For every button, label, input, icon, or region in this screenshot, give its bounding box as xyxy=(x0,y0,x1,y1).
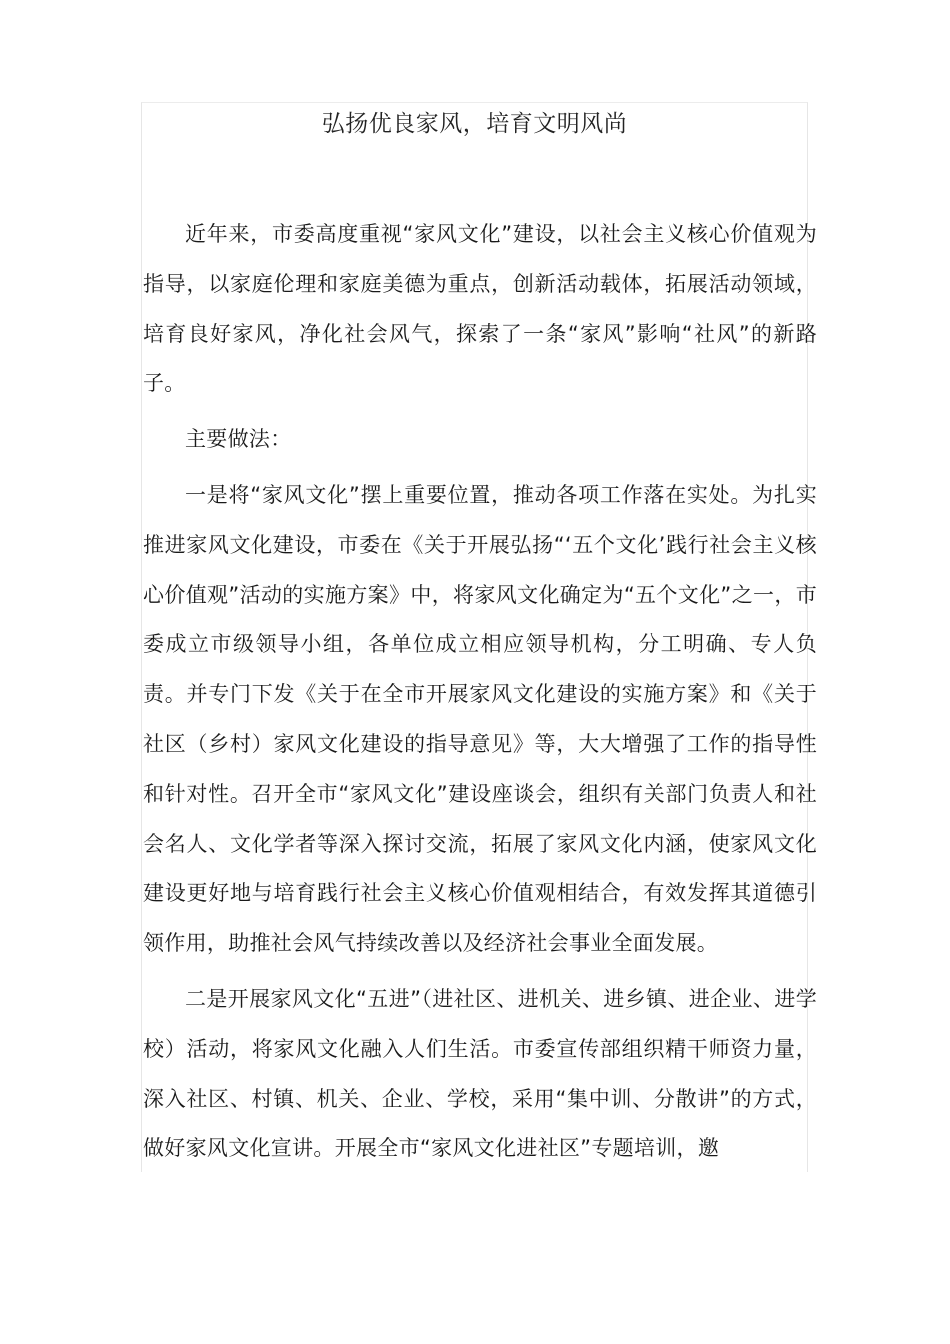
document-title: 弘扬优良家风，培育文明风尚 xyxy=(321,111,628,137)
paragraph-main-methods-heading: 主要做法： xyxy=(185,427,292,452)
paragraph-intro: 近年来，市委高度重视“家风文化”建设，以社会主义核心价值观为指导，以家庭伦理和家庭美德为重点，创新活动载体，拓展活动领域，培育良好家风，净化社会风气，探索了一条“家风”影响“社风”的新路子。 xyxy=(143,222,817,396)
paragraph-method-one: 一是将“家风文化”摆上重要位置，推动各项工作落在实处。为扎实推进家风文化建设，市委在《关于开展弘扬“‘五个文化’践行社会主义核心价值观”活动的实施方案》中，将家风文化确定为“五个文化”之一，市委成立市级领导小组，各单位成立相应领导机构，分工明确、专人负责。并专门下发《关于在全市开展家风文化建设的实施方案》和《关于社区（乡村）家风文化建设的指导意见》等，大大增强了工作的指导性和针对性。召开全市“家风文化”建设座谈会，组织有关部门负责人和社会名人、文化学者等深入探讨交流，拓展了家风文化内涵，使家风文化建设更好地与培育践行社会主义核心价值观相结合，有效发挥其道德引领作用，助推社会风气持续改善以及经济社会事业全面发展。 xyxy=(143,482,817,956)
document-body xyxy=(143,210,817,1174)
paragraph-method-two: 二是开展家风文化“五进”（进社区、进机关、进乡镇、进企业、进学校）活动，将家风文化融入人们生活。市委宣传部组织精干师资力量，深入社区、村镇、机关、企业、学校，采用“集中训、分散讲”的方式，做好家风文化宣讲。开展全市“家风文化进社区”专题培训，邀 xyxy=(143,986,817,1161)
